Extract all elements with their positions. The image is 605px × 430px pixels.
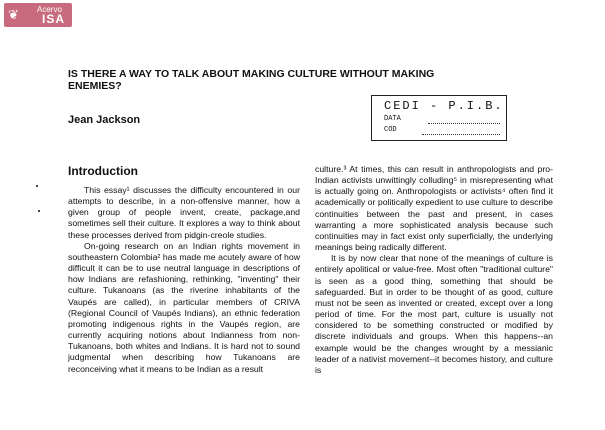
stamp-line-2: DATA xyxy=(384,115,401,123)
acervo-isa-logo xyxy=(4,3,72,27)
right-column xyxy=(315,164,553,376)
stamp-line-1: CEDI - P.I.B. xyxy=(384,99,504,113)
paragraph: culture.³ At times, this can result in anthropologists and pro-Indian activists unwittingly colluding⁵ in misrepresenting what is actually going on. Anthropologists or activists⁴ often find it academically or politically expedient to use culture to describe continuities between the past and present, in cases warranting a more sophisticated analysis because such continuities may in fact exist only superficially, the underlying meanings being radically different. xyxy=(315,164,553,253)
stamp-line-3: COD xyxy=(384,126,397,134)
leaf-icon: ❦ xyxy=(8,7,19,22)
logo-top-text: Acervo xyxy=(37,5,62,14)
margin-mark xyxy=(38,210,40,212)
logo-bottom-text: ISA xyxy=(42,12,66,26)
paragraph: On-going research on an Indian rights movement in southeastern Colombia² has made me acutely aware of how difficult it can be to use neutral language in descriptions of how Indians are refashioning, rethinking, "inventing" their culture. Tukanoans (as the riverine inhabitants of the Vaupés are called), in particular members of CRIVA (Regional Council of Vaupés Indians), an ethnic federation promoting indigenous rights in the Vaupés region, are currently acquiring notions about Indianness from non-Tukanoans, both whites and Indians. It is hard not to sound judgmental when describing how Tukanoans are reconceiving what it means to be Indian as a result xyxy=(68,240,300,374)
paragraph: This essay¹ discusses the difficulty encountered in our attempts to describe, in a non-offensive manner, how a given group of people invent, create, package,and sometimes sell their culture. It explores a way to think about these processes derived from pidgin-creole studies. xyxy=(68,185,300,240)
author-name: Jean Jackson xyxy=(68,114,141,126)
margin-mark xyxy=(36,185,38,187)
paper-title: IS THERE A WAY TO TALK ABOUT MAKING CULTURE WITHOUT MAKING ENEMIES? xyxy=(68,68,435,92)
section-heading: Introduction xyxy=(68,164,138,178)
archive-stamp xyxy=(371,95,507,141)
stamp-handwriting-1 xyxy=(428,113,500,124)
paragraph: It is by now clear that none of the meanings of culture is entirely apolitical or value-free. Most often "traditional culture" is seen as a good thing, something that should be safeguarded. But in order to be thought of as good, culture must not be seen as invented or created, except over a long period of time. For the most part, culture is usually not considered to be something constructed or modified by discrete individuals and groups. When this happens--an example would be the changes wrought by a messianic leader of a nativist movement--it becomes history, and culture is xyxy=(315,253,553,375)
left-column xyxy=(68,185,300,375)
stamp-handwriting-2 xyxy=(422,124,500,135)
